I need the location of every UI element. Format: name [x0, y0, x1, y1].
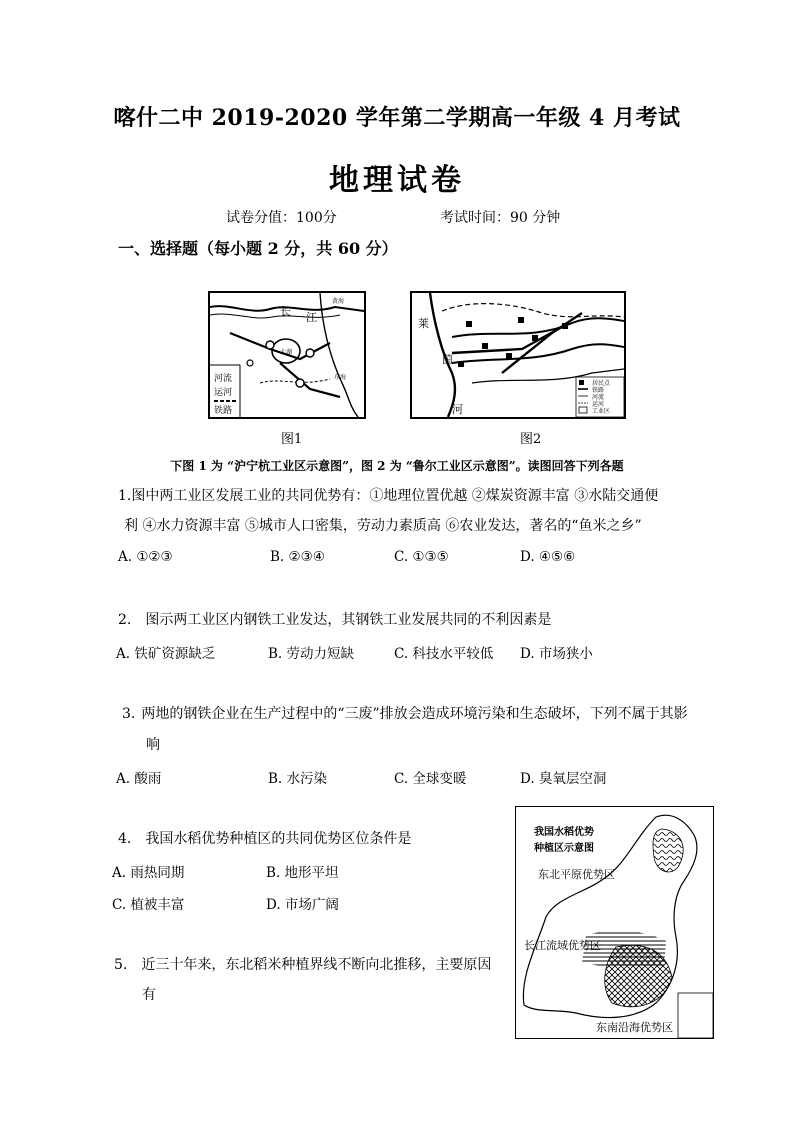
question-3-line2: 响 [146, 737, 160, 753]
q1-option-c[interactable]: C. ①③⑤ [394, 549, 449, 565]
rice-map-title-line1: 我国水稻优势 [534, 827, 594, 838]
fig1-jiang-label: 江 [306, 311, 317, 324]
question-1-number: 1. [118, 488, 132, 504]
fig2-legend-item: 铁路 [592, 387, 605, 394]
fig1-legend-river: 河流 [214, 374, 233, 384]
fig2-legend-item: 运河 [592, 401, 605, 408]
figure-1-caption: 图1 [281, 432, 303, 447]
fig2-legend-item: 居民点 [592, 380, 611, 387]
rice-map-title-line2: 种植区示意图 [534, 843, 594, 854]
q3-option-c[interactable]: C. 全球变暖 [394, 771, 467, 787]
fig1-donghai-label: 东海 [334, 374, 347, 381]
question-4-stem: 我国水稻优势种植区的共同优势区位条件是 [145, 831, 412, 847]
q4-option-b[interactable]: B. 地形平坦 [266, 865, 339, 881]
q1-option-d[interactable]: D. ④⑤⑥ [520, 549, 576, 565]
question-4-line [118, 829, 411, 849]
figure-1-drawing [210, 293, 364, 417]
q2-option-a[interactable]: A. 铁矿资源缺乏 [116, 646, 216, 662]
exam-time: 考试时间：90 分钟 [440, 210, 561, 226]
question-2-line [118, 610, 551, 630]
fig1-taihu-label: 太湖 [280, 349, 293, 356]
fig1-legend-rail: 铁路 [214, 406, 233, 416]
question-3-line1 [122, 704, 688, 724]
q2-option-d[interactable]: D. 市场狭小 [520, 646, 593, 662]
question-1-stem: 图中两工业区发展工业的共同优势有：①地理位置优越 ②煤炭资源丰富 ③水陆交通便 [131, 488, 659, 504]
q4-option-c[interactable]: C. 植被丰富 [112, 897, 185, 913]
question-2-number: 2. [118, 612, 132, 628]
fig1-legend-canal: 运河 [214, 388, 233, 398]
rice-map-drawing [516, 807, 713, 1038]
question-3-stem: 两地的钢铁企业在生产过程中的“三废”排放会造成环境污染和生态破坏，下列不属于其影 [141, 706, 688, 722]
rice-area-map [515, 806, 714, 1039]
figure-2-drawing [412, 293, 624, 417]
q1-option-a[interactable]: A. ①②③ [118, 549, 173, 565]
q2-option-c[interactable]: C. 科技水平较低 [394, 646, 494, 662]
q4-option-a[interactable]: A. 雨热同期 [112, 865, 185, 881]
fig2-he-label: 河 [452, 403, 463, 416]
figure-1-map [208, 291, 366, 419]
southeast-region-label: 东南沿海优势区 [596, 1021, 673, 1034]
question-5-line1 [114, 955, 491, 975]
fig2-legend-item: 河流 [592, 394, 605, 401]
fig2-legend-item: 工业区 [592, 408, 611, 415]
q2-option-b[interactable]: B. 劳动力短缺 [268, 646, 355, 662]
q3-option-b[interactable]: B. 水污染 [268, 771, 328, 787]
q1-option-b[interactable]: B. ②③④ [270, 549, 325, 565]
question-5-number: 5. [114, 957, 128, 973]
northeast-region-label: 东北平原优势区 [538, 868, 615, 881]
exam-title: 喀什二中 2019-2020 学年第二学期高一年级 4 月考试 [113, 105, 681, 131]
question-5-stem: 近三十年来，东北稻米种植界线不断向北推移，主要原因 [141, 957, 492, 973]
question-1-line1 [118, 486, 658, 506]
q3-option-d[interactable]: D. 臭氧层空洞 [520, 771, 607, 787]
fig1-huanghai-label: 黄海 [332, 298, 345, 305]
figure-2-caption: 图2 [520, 432, 542, 447]
fig1-chang-label: 长 [280, 305, 291, 318]
figures-lead-text: 下图 1 为 “沪宁杭工业区示意图”，图 2 为 “鲁尔工业区示意图”。读图回答下列各题 [170, 459, 624, 473]
q3-option-a[interactable]: A. 酸雨 [116, 771, 162, 787]
q4-option-d[interactable]: D. 市场广阔 [266, 897, 339, 913]
figure-2-map [410, 291, 626, 419]
question-5-line2: 有 [142, 987, 156, 1003]
section-heading: 一、选择题（每小题 2 分，共 60 分） [118, 239, 398, 258]
exam-subtitle: 地理试卷 [329, 163, 465, 198]
question-2-stem: 图示两工业区内钢铁工业发达，其钢铁工业发展共同的不利因素是 [145, 612, 552, 628]
fig2-yin-label: 茵 [442, 353, 453, 366]
question-1-line2: 利 ④水力资源丰富 ⑤城市人口密集，劳动力素质高 ⑥农业发达，著名的“鱼米之乡” [124, 518, 642, 534]
question-4-number: 4. [118, 831, 132, 847]
question-3-number: 3. [122, 706, 136, 722]
fig2-lai-label: 莱 [418, 317, 429, 330]
yangtze-region-label: 长江流域优势区 [524, 939, 601, 952]
exam-score: 试卷分值：100分 [226, 210, 337, 226]
